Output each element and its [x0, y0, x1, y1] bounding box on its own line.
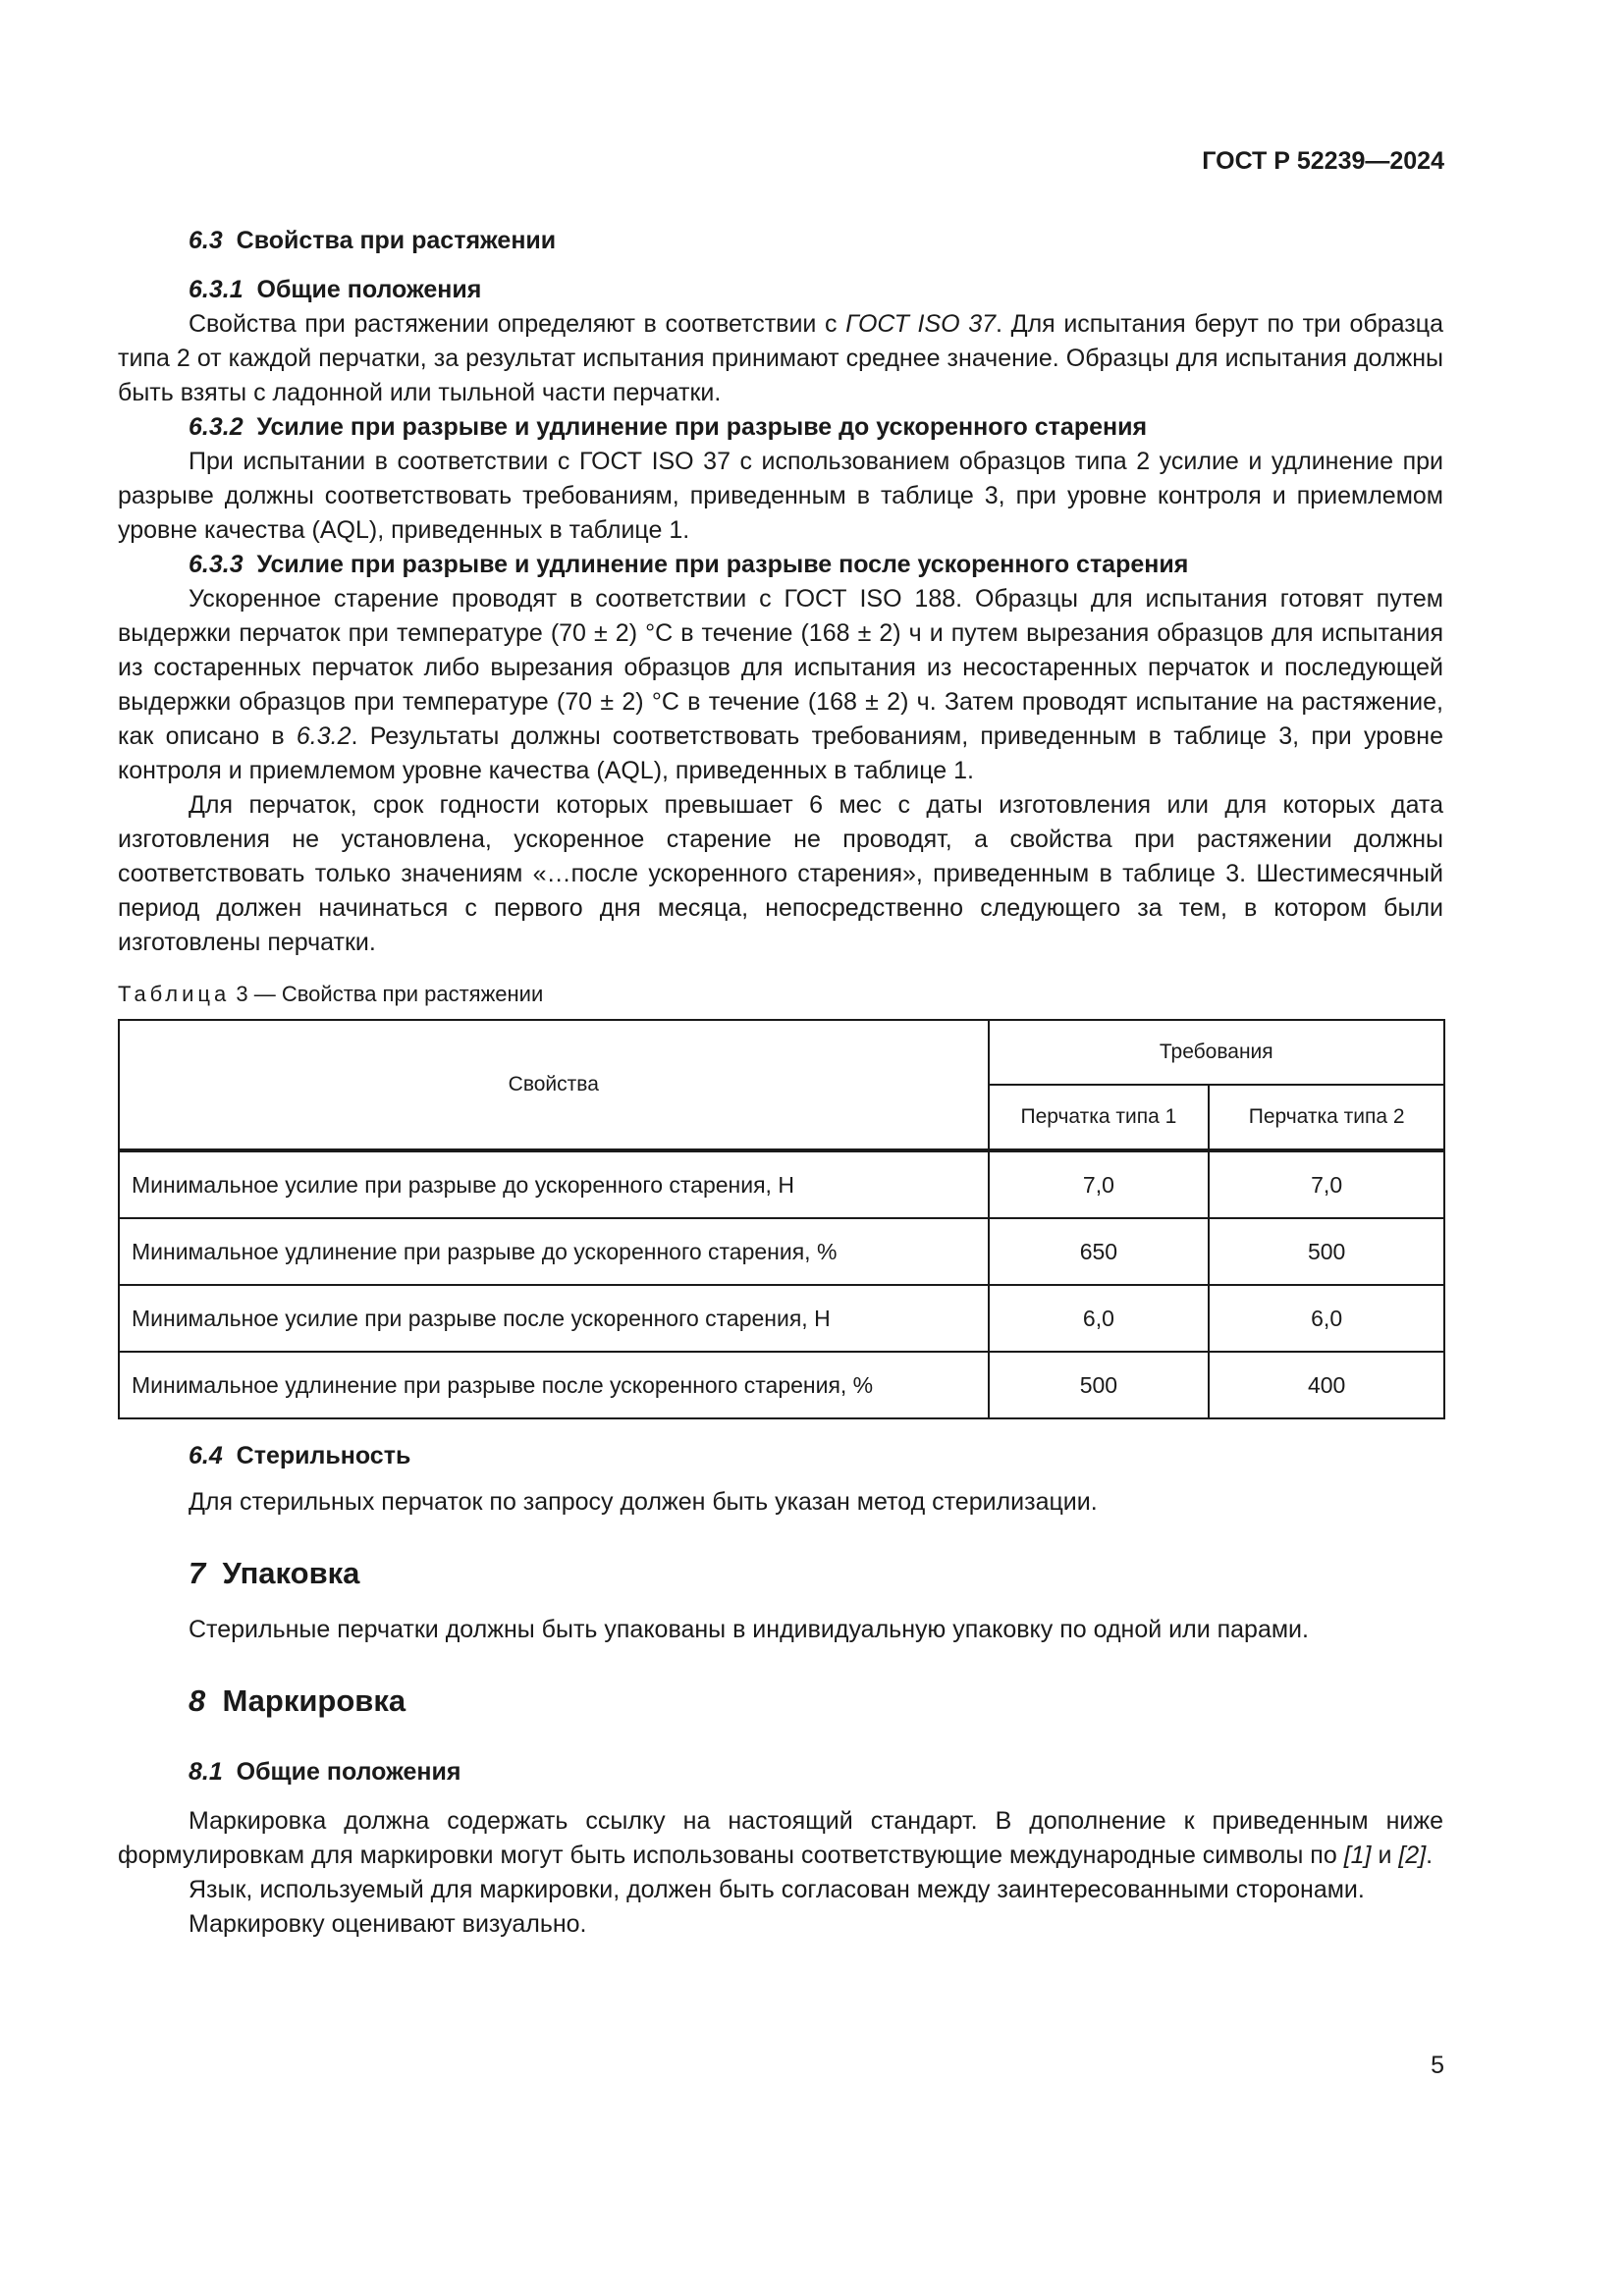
document-body	[118, 224, 1443, 1942]
section-6-3-1-heading	[118, 273, 1443, 307]
table-cell-type-1: 500	[989, 1352, 1210, 1418]
table-cell-type-2: 400	[1209, 1352, 1444, 1418]
bibliography-reference: [2]	[1398, 1842, 1427, 1869]
table-cell-type-2: 7,0	[1209, 1150, 1444, 1218]
table-cell-type-2: 500	[1209, 1218, 1444, 1285]
column-header-properties: Свойства	[119, 1020, 989, 1150]
table-cell-type-1: 6,0	[989, 1285, 1210, 1352]
section-8-1-heading	[118, 1755, 1443, 1789]
table-cell-property: Минимальное усилие при разрыве до ускоренного старения, Н	[119, 1150, 989, 1218]
paragraph: Для перчаток, срок годности которых превышает 6 мес с даты изготовления или для которых дата изготовления не установлена, ускоренное старение не проводят, а свойства при растяжении должны соответствовать только значениям «…после ускоренного старения», приведенным в таблице 3. Шестимесячный период должен начинаться с первого дня месяца, непосредственно следующего за тем, в котором были изготовлены перчатки.	[118, 791, 1443, 956]
section-6-4-heading	[118, 1439, 1443, 1473]
table-row	[119, 1285, 1444, 1352]
table-caption-word: Таблица	[118, 982, 231, 1006]
section-title: Общие положения	[236, 1758, 461, 1786]
text-run: . Результаты должны соответствовать требованиям, приведенным в таблице 3, при уровне контроля и приемлемом уровне качества (AQL), приведенных в таблице 1.	[118, 722, 1444, 784]
section-number: 6.3	[189, 227, 223, 254]
paragraph	[118, 307, 1443, 410]
table-caption-title: 3 — Свойства при растяжении	[230, 982, 544, 1006]
section-number: 8	[189, 1683, 206, 1718]
column-header-glove-type-1: Перчатка типа 1	[989, 1085, 1210, 1150]
section-number: 6.3.2	[189, 413, 244, 441]
section-number: 6.3.1	[189, 276, 244, 303]
paragraph	[118, 1804, 1443, 1873]
section-7-heading	[118, 1554, 1443, 1593]
table-cell-type-1: 7,0	[989, 1150, 1210, 1218]
table-row	[119, 1150, 1444, 1218]
section-title: Упаковка	[222, 1556, 360, 1590]
section-title: Усилие при разрыве и удлинение при разрыве до ускоренного старения	[256, 413, 1148, 441]
table-row	[119, 1218, 1444, 1285]
section-8-heading	[118, 1682, 1443, 1721]
paragraph: Стерильные перчатки должны быть упакованы в индивидуальную упаковку по одной или парами.	[189, 1616, 1309, 1643]
section-number: 7	[189, 1556, 206, 1590]
section-number: 6.4	[189, 1442, 223, 1469]
tensile-properties-table	[118, 1019, 1445, 1419]
section-6-3-3-heading	[118, 548, 1443, 582]
document-code: ГОСТ Р 52239—2024	[1202, 147, 1444, 175]
paragraph: При испытании в соответствии с ГОСТ ISO 37 с использованием образцов типа 2 усилие и удлинение при разрыве должны соответствовать требованиям, приведенным в таблице 3, при уровне контроля и приемлемом уровне качества (AQL), приведенных в таблице 1.	[118, 448, 1443, 544]
text-run: .	[1426, 1842, 1434, 1869]
section-reference: 6.3.2	[296, 722, 352, 750]
section-number: 8.1	[189, 1758, 223, 1786]
section-title: Общие положения	[256, 276, 482, 303]
paragraph	[118, 582, 1443, 788]
table-cell-type-1: 650	[989, 1218, 1210, 1285]
text-run: Свойства при растяжении определяют в соответствии с	[189, 310, 846, 338]
table-cell-property: Минимальное удлинение при разрыве после ускоренного старения, %	[119, 1352, 989, 1418]
table-cell-property: Минимальное удлинение при разрыве до ускоренного старения, %	[119, 1218, 989, 1285]
section-number: 6.3.3	[189, 551, 244, 578]
table-caption	[118, 980, 1443, 1009]
standard-reference: ГОСТ ISO 37	[845, 310, 997, 338]
bibliography-reference: [1]	[1343, 1842, 1372, 1869]
column-header-requirements: Требования	[989, 1020, 1444, 1085]
paragraph: Язык, используемый для маркировки, должен быть согласован между заинтересованными сторонами.	[189, 1876, 1365, 1903]
section-title: Усилие при разрыве и удлинение при разрыве после ускоренного старения	[256, 551, 1189, 578]
table-cell-type-2: 6,0	[1209, 1285, 1444, 1352]
page-number: 5	[1431, 2052, 1444, 2079]
section-title: Стерильность	[236, 1442, 411, 1469]
table-row	[119, 1352, 1444, 1418]
section-6-3-2-heading	[118, 410, 1443, 445]
column-header-glove-type-2: Перчатка типа 2	[1209, 1085, 1444, 1150]
section-title: Свойства при растяжении	[236, 227, 557, 254]
text-run: и	[1371, 1842, 1399, 1869]
text-run: . Для испытания берут по три образца типа 2 от каждой перчатки, за результат испытания принимают среднее значение. Образцы для испытания должны быть взяты с ладонной или тыльной части перчатки.	[118, 310, 1443, 406]
section-6-3-heading	[118, 224, 1443, 258]
paragraph: Маркировку оценивают визуально.	[189, 1910, 587, 1938]
table-header-row	[119, 1020, 1444, 1085]
section-title: Маркировка	[222, 1683, 406, 1718]
paragraph: Для стерильных перчаток по запросу должен быть указан метод стерилизации.	[189, 1488, 1098, 1516]
text-run: Ускоренное старение проводят в соответствии с ГОСТ ISO 188. Образцы для испытания готовят путем выдержки перчаток при температуре (70 ± 2) °С в течение (168 ± 2) ч и путем вырезания образцов для испытания из состаренных перчаток либо вырезания образцов для испытания из несостаренных перчаток и последующей выдержки образцов при температуре (70 ± 2) °С в течение (168 ± 2) ч. Затем проводят испытание на растяжение, как описано в	[118, 585, 1443, 750]
text-run: Маркировка должна содержать ссылку на настоящий стандарт. В дополнение к приведенным ниже формулировкам для маркировки могут быть использованы соответствующие международные символы по	[118, 1807, 1443, 1869]
table-cell-property: Минимальное усилие при разрыве после ускоренного старения, Н	[119, 1285, 989, 1352]
